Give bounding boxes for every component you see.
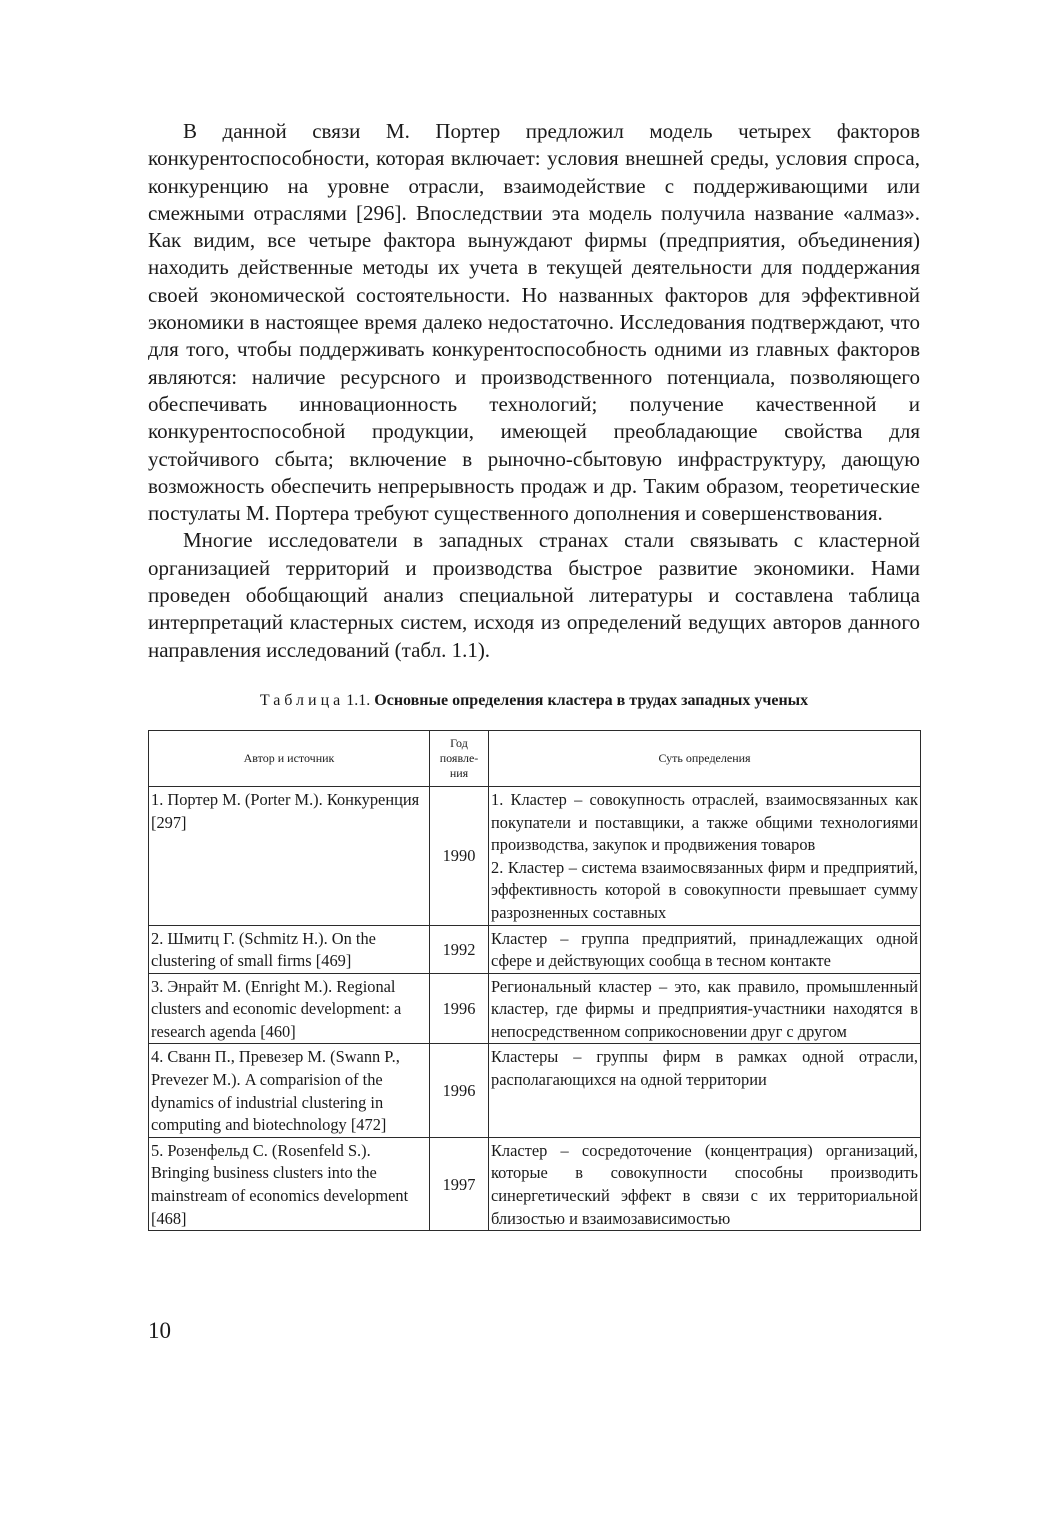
header-author: Автор и источник xyxy=(149,730,430,786)
table-caption-label: Таблица xyxy=(259,691,345,709)
cell-year: 1990 xyxy=(430,786,489,925)
table-row xyxy=(149,925,921,973)
page-body xyxy=(148,118,920,1231)
table-row xyxy=(149,1044,921,1137)
cell-author: 2. Шмитц Г. (Schmitz H.). On the clustering of small firms [469] xyxy=(149,925,430,973)
cell-definition: Кластеры – группы фирм в рамках одной отрасли, располагающихся на одной территории xyxy=(489,1044,921,1137)
page-number: 10 xyxy=(148,1318,171,1343)
cluster-definitions-table xyxy=(148,730,921,1231)
cell-year: 1996 xyxy=(430,973,489,1044)
paragraph-porter-model: В данной связи М. Портер предложил модель четырех факторов конкурентоспособности, которая включает: условия внешней среды, условия спроса, конкуренцию на уровне отрасли, взаимодействие с поддерживающими или смежными отраслями [296]. Впоследствии эта модель получила название «алмаз». Как видим, все четыре фактора вынуждают фирмы (предприятия, объединения) находить действенные методы их учета в текущей деятельности для поддержания своей экономической состоятельности. Но названных факторов для эффективной экономики в настоящее время далеко недостаточно. Исследования подтверждают, что для того, чтобы поддерживать конкурентоспособность одними из главных факторов являются: наличие ресурсного и производственного потенциала, позволяющего обеспечивать инновационность технологий; получение качественной и конкурентоспособной продукции, имеющей преобладающие свойства для устойчивого сбыта; включение в рыночно-сбытовую инфраструктуру, дающую возможность обеспечить непрерывность продаж и др. Таким образом, теоретические постулаты М. Портера требуют существенного дополнения и совершенствования. xyxy=(148,119,920,526)
table-row xyxy=(149,973,921,1044)
cell-definition: Кластер – сосредоточение (концентрация) организаций, которые в совокупности способны производить синергетический эффект в связи с их территориальной близостью и взаимозависимостью xyxy=(489,1137,921,1230)
cell-author: 1. Портер М. (Porter M.). Конкуренция [297] xyxy=(149,786,430,925)
cell-year: 1996 xyxy=(430,1044,489,1137)
table-header-row xyxy=(149,730,921,786)
table-row xyxy=(149,786,921,925)
paragraph-cluster-research: Многие исследователи в западных странах стали связывать с кластерной организацией территорий и производства быстрое развитие экономики. Нами проведен обобщающий анализ специальной литературы и составлена таблица интерпретаций кластерных систем, исходя из определений ведущих авторов данного направления исследований (табл. 1.1). xyxy=(148,528,920,662)
cell-author: 5. Розенфельд С. (Rosenfeld S.). Bringing business clusters into the mainstream of economics development [468] xyxy=(149,1137,430,1230)
cell-definition-part-1: 1. Кластер – совокупность отраслей, взаимосвязанных как покупатели и поставщики, а также общими технологиями производства, закупок и продвижения товаров xyxy=(491,789,918,855)
header-year: Год появле-ния xyxy=(430,730,489,786)
table-caption-title: Основные определения кластера в трудах западных ученых xyxy=(374,691,809,709)
cell-year: 1997 xyxy=(430,1137,489,1230)
cell-definition-part-2: 2. Кластер – система взаимосвязанных фирм и предприятий, эффективность которой в совокупности превышает сумму разрозненных составных xyxy=(491,857,918,922)
cell-author: 4. Сванн П., Превезер М. (Swann P., Prevezer M.). A comparision of the dynamics of industrial clustering in computing and biotechnology [472] xyxy=(149,1044,430,1137)
table-row xyxy=(149,1137,921,1230)
table-caption xyxy=(148,690,920,712)
cell-year: 1992 xyxy=(430,925,489,973)
cell-definition xyxy=(489,786,921,925)
header-definition: Суть определения xyxy=(489,730,921,786)
cell-author: 3. Энрайт М. (Enright M.). Regional clusters and economic development: a research agenda [460] xyxy=(149,973,430,1044)
cell-definition: Региональный кластер – это, как правило, промышленный кластер, где фирмы и предприятия-участники находятся в непосредственном соприкосновении друг с другом xyxy=(489,973,921,1044)
table-caption-number: 1.1. xyxy=(346,691,371,709)
cell-definition: Кластер – группа предприятий, принадлежащих одной сфере и действующих сообща в тесном контакте xyxy=(489,925,921,973)
